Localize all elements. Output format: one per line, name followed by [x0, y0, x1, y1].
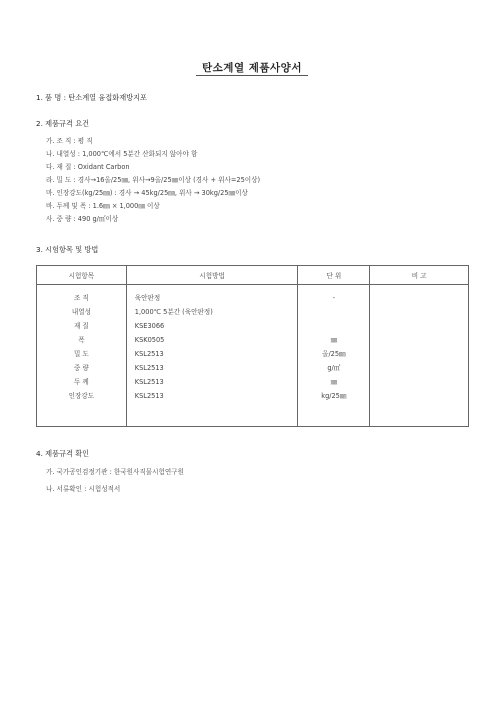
test-item-cell	[37, 285, 127, 427]
test-unit: ㎜	[330, 378, 338, 386]
test-method: KSL2513	[134, 392, 164, 400]
spec-item-tensile-strength: 마. 인장강도(kg/25㎜) : 경사 → 45kg/25㎜, 위사 → 30kg/25㎜이상	[46, 189, 248, 197]
section-product-name: 1. 품 명 : 탄소계열 융접화재방지포	[36, 93, 147, 102]
test-method: 육안판정	[134, 294, 161, 302]
column-header-unit: 단 위	[298, 266, 370, 285]
test-method: KSL2513	[134, 364, 164, 372]
unit-cell	[298, 285, 370, 427]
spec-item-density: 라. 밀 도 : 경사→16올/25㎜, 위사→9올/25㎜이상 (경사 + 위사=25이상)	[46, 176, 261, 184]
test-unit: 올/25㎜	[322, 350, 346, 358]
test-method-cell	[126, 285, 298, 427]
test-item: 두 께	[73, 378, 89, 386]
spec-item-material: 다. 재 질 : Oxidant Carbon	[46, 163, 130, 171]
test-item: 내열성	[71, 308, 91, 316]
section-verification-heading: 4. 제품규격 확인	[36, 449, 90, 458]
test-item: 재 질	[73, 322, 89, 330]
title-underline	[196, 75, 308, 76]
column-header-test-method: 시험방법	[126, 266, 298, 285]
test-method: 1,000℃ 5분간 (육안판정)	[134, 308, 213, 316]
test-item: 폭	[78, 336, 85, 344]
spec-item-weight: 사. 중 량 : 490 g/㎡이상	[46, 215, 119, 223]
test-unit: kg/25㎜	[321, 392, 347, 400]
section-spec-heading: 2. 제품규격 요건	[36, 119, 90, 128]
document-title: 탄소계열 제품사양서	[202, 62, 302, 74]
table-body-row	[37, 285, 469, 427]
column-header-remarks: 비 고	[370, 266, 469, 285]
spec-item-weave: 가. 조 직 : 평 직	[46, 137, 93, 145]
test-unit: g/㎡	[327, 364, 341, 372]
spec-item-heat-resistance: 나. 내열성 : 1,000℃에서 5분간 산화되지 않아야 함	[46, 150, 198, 158]
table-header-row	[37, 266, 469, 285]
test-unit: -	[332, 294, 336, 302]
test-method-table	[36, 265, 469, 427]
column-header-test-item: 시험항목	[37, 266, 127, 285]
test-unit: ㎜	[330, 336, 338, 344]
test-item: 조 직	[73, 294, 89, 302]
test-item: 중 량	[73, 364, 89, 372]
verification-item-agency: 가. 국가공인검정기관 : 한국원사직물시험연구원	[46, 468, 184, 476]
verification-item-documents: 나. 서류확인 : 시험성적서	[46, 485, 121, 493]
test-method: KSL2513	[134, 350, 164, 358]
test-method: KSE3066	[134, 322, 165, 330]
test-unit	[299, 319, 368, 333]
remarks-cell	[370, 285, 469, 427]
test-unit	[299, 305, 368, 319]
section-test-heading: 3. 시험항목 및 방법	[36, 245, 99, 254]
test-item: 밀 도	[73, 350, 89, 358]
spec-item-thickness-width: 바. 두께 및 폭 : 1.6㎜ × 1,000㎜ 이상	[46, 202, 160, 210]
test-item: 인장강도	[68, 392, 95, 400]
test-method: KSL2513	[134, 378, 164, 386]
test-method: KSK0505	[134, 336, 165, 344]
